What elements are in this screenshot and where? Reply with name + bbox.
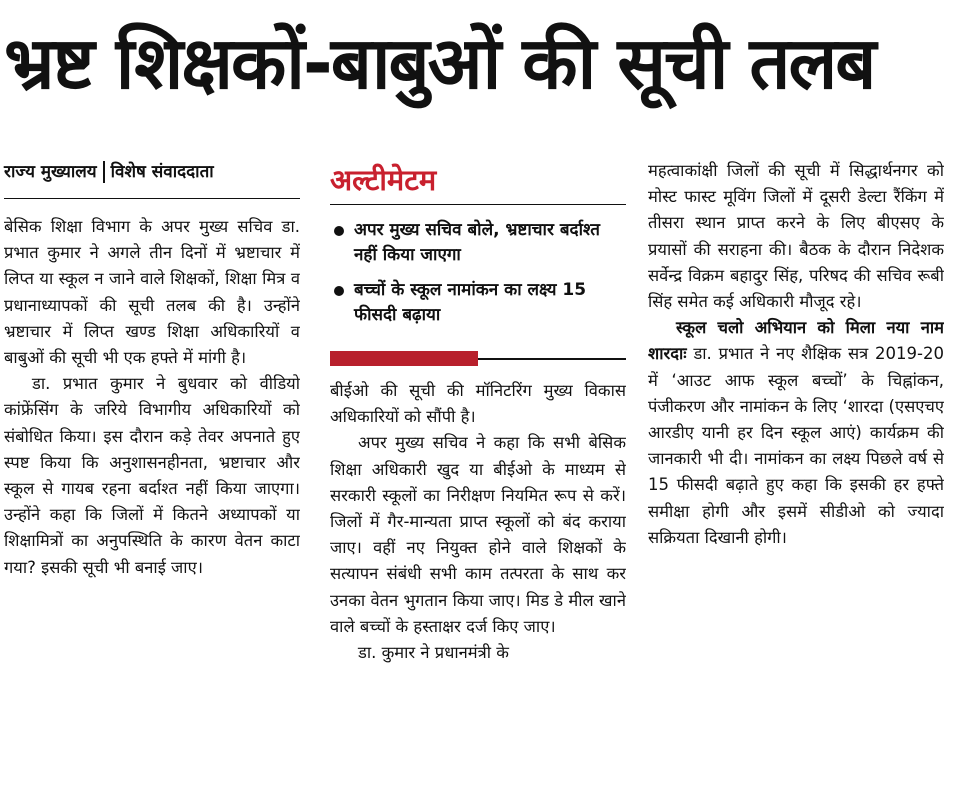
column-2 <box>330 378 626 794</box>
byline-rule <box>4 198 300 199</box>
byline-location: राज्य मुख्यालय <box>4 162 97 182</box>
headline: भ्रष्ट शिक्षकों-बाबुओं की सूची तलब <box>4 21 875 105</box>
highlight-item <box>330 278 626 328</box>
highlight-text: अपर मुख्य सचिव बोले, भ्रष्टाचार बर्दाश्त नहीं किया जाएगा <box>354 220 600 265</box>
column-3-paragraph: महत्वाकांक्षी जिलों की सूची में सिद्धार्थनगर को मोस्ट फास्ट मूविंग जिलों में दूसरी डेल्टा रैंकिंग में तीसरा स्थान प्राप्त करने के लिए बीएसए के प्रयासों की सराहना की। बैठक के दौरान निदेशक सर्वेन्द्र विक्रम बहादुर सिंह, परिषद की सचिव रूबी सिंह समेत कई अधिकारी मौजूद रहे। <box>648 161 944 312</box>
byline-separator <box>103 161 105 183</box>
column-3 <box>648 158 944 794</box>
column-1-paragraph: डा. प्रभात कुमार ने बुधवार को वीडियो कांफ्रेंसिंग के जरिये विभागीय अधिकारियों को संबोधित किया। इस दौरान कड़े तेवर अपनाते हुए स्पष्ट किया कि अनुशासनहीनता, भ्रष्टाचार और स्कूल से गायब रहना बर्दाश्त नहीं किया जाएगा। उन्होंने कहा कि जिलों में कितने अध्यापकों या शिक्षामित्रों का अनुपस्थिति के कारण वेतन काटा गया? इसकी सूची भी बनाई जाए। <box>4 374 300 577</box>
bullet-icon <box>334 286 344 296</box>
byline-reporter: विशेष संवाददाता <box>110 162 214 182</box>
bullet-icon <box>334 226 344 236</box>
highlights-list <box>330 218 626 338</box>
column-2-paragraph: डा. कुमार ने प्रधानमंत्री के <box>358 643 509 663</box>
column-1-paragraph: बेसिक शिक्षा विभाग के अपर मुख्य सचिव डा. प्रभात कुमार ने अगले तीन दिनों में भ्रष्टाचार में लिप्त या स्कूल न जाने वाले शिक्षकों, शिक्षा मित्र व प्रधानाध्यापकों की सूची तलब की है। उन्होंने भ्रष्टाचार में लिप्त खण्ड शिक्षा अधिकारियों व बाबुओं की सूची भी एक हफ्ते में मांगी है। <box>4 217 300 368</box>
kicker-rule <box>330 204 626 205</box>
highlight-text: बच्चों के स्कूल नामांकन का लक्ष्य 15 फीसदी बढ़ाया <box>354 280 587 325</box>
byline <box>4 160 304 184</box>
column-3-paragraph <box>648 315 944 551</box>
column-3-subhead: स्कूल चलो अभियान को मिला नया नाम शारदाः <box>648 318 944 364</box>
kicker-label: अल्टीमेटम <box>330 163 437 197</box>
column-3-subhead-text: डा. प्रभात ने नए शैक्षिक सत्र 2019-20 में ‘आउट आफ स्कूल बच्चों’ के चिह्नांकन, पंजीकरण और नामांकन के लिए ‘शारदा (एसएचए आरडीए यानी हर दिन स्कूल आएं) कार्यक्रम की जानकारी भी दी। नामांकन का लक्ष्य पिछले वर्ष से 15 फीसदी बढ़ाते हुए कहा कि इसकी हर हफ्ते समीक्षा होगी और इसमें सीडीओ को ज्यादा सक्रियता दिखानी होगी। <box>648 344 944 547</box>
column-1 <box>4 214 300 794</box>
accent-rule <box>478 358 626 360</box>
column-2-paragraph: बीईओ की सूची की मॉनिटरिंग मुख्य विकास अधिकारियों को सौंपी है। <box>330 381 626 427</box>
accent-bar <box>330 351 478 366</box>
highlight-item <box>330 218 626 268</box>
column-2-paragraph: अपर मुख्य सचिव ने कहा कि सभी बेसिक शिक्षा अधिकारी खुद या बीईओ के माध्यम से सरकारी स्कूलों का निरीक्षण नियमित रूप से करें। जिलों में गैर-मान्यता प्राप्त स्कूलों को बंद कराया जाए। वहीं नए नियुक्त होने वाले शिक्षकों के सत्यापन संबंधी सभी काम तत्परता के साथ कर उनका वेतन भुगतान किया जाए। मिड डे मील खाने वाले बच्चों के हस्ताक्षर दर्ज किए जाए। <box>330 433 626 636</box>
